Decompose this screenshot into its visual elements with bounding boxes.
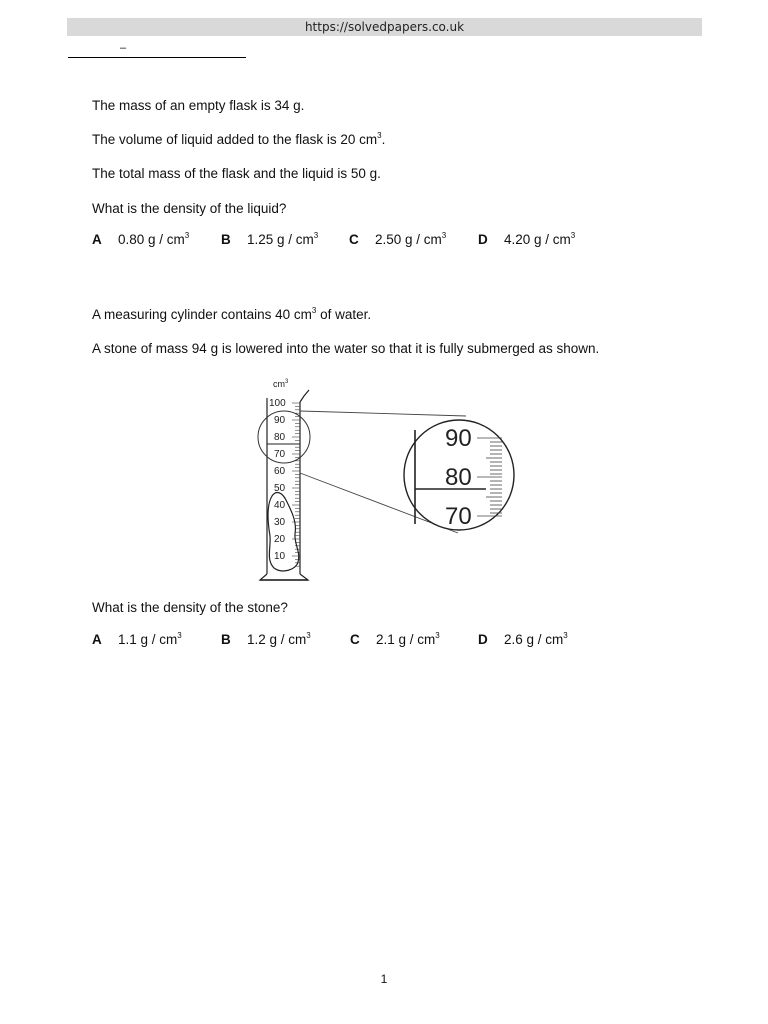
option-sup: 3	[313, 231, 319, 240]
zoom-connector-top	[300, 411, 466, 416]
unit-label: $cm^3$	[273, 379, 289, 389]
zoom-label-80: 80	[445, 464, 472, 491]
option-sup: 3	[184, 231, 190, 240]
q2-option-d[interactable]	[478, 632, 568, 647]
option-letter: B	[221, 232, 231, 247]
q1-line-total-mass: The total mass of the flask and the liquid is 50 g.	[92, 166, 381, 181]
option-letter: D	[478, 232, 488, 247]
option-value: 2.6 g / cm	[504, 632, 564, 647]
q1-volume-text: The volume of liquid added to the flask is 20 cm	[92, 132, 378, 147]
q1-option-c[interactable]	[349, 232, 446, 247]
q2-line-cylinder	[92, 307, 371, 322]
q1-line-volume	[92, 132, 385, 147]
cylinder-base	[260, 574, 308, 580]
option-letter: A	[92, 632, 102, 647]
zoom-label-70: 70	[445, 503, 472, 530]
q2-option-a[interactable]	[92, 632, 182, 647]
q1-option-a[interactable]	[92, 232, 189, 247]
q1-option-d[interactable]	[478, 232, 575, 247]
option-letter: A	[92, 232, 102, 247]
option-value: 4.20 g / cm	[504, 232, 571, 247]
scale-label-60: 60	[274, 466, 286, 477]
scale-label-10: 10	[274, 551, 286, 562]
scale-label-20: 20	[274, 534, 286, 545]
option-sup: 3	[306, 631, 311, 640]
cylinder-svg	[240, 376, 530, 588]
option-sup: 3	[563, 631, 568, 640]
option-letter: D	[478, 632, 488, 647]
name-dash: –	[120, 42, 127, 54]
scale-label-30: 30	[274, 517, 286, 528]
option-sup: 3	[177, 631, 182, 640]
option-letter: B	[221, 632, 231, 647]
option-sup: 3	[435, 631, 440, 640]
option-value: 1.1 g / cm	[118, 632, 178, 647]
zoom-labels	[445, 425, 472, 530]
q2-line-stone: A stone of mass 94 g is lowered into the water so that it is fully submerged as shown.	[92, 341, 600, 356]
page-number: 1	[380, 972, 388, 986]
header-url-bar	[67, 18, 702, 36]
q1-question: What is the density of the liquid?	[92, 201, 287, 216]
name-underline	[68, 57, 246, 58]
q2-line1-sup: 3	[311, 306, 317, 315]
scale-label-40: 40	[274, 500, 286, 511]
scale-label-90: 90	[274, 415, 286, 426]
scale-label-80: 80	[274, 432, 286, 443]
measuring-cylinder-diagram	[240, 376, 530, 593]
scale-label-70: 70	[274, 449, 286, 460]
q2-question: What is the density of the stone?	[92, 600, 288, 615]
option-value: 1.2 g / cm	[247, 632, 307, 647]
cylinder-spout	[300, 390, 309, 402]
option-value: 2.50 g / cm	[375, 232, 442, 247]
q1-line-mass-flask: The mass of an empty flask is 34 g.	[92, 98, 305, 113]
option-letter: C	[350, 632, 360, 647]
option-sup: 3	[570, 231, 576, 240]
scale-labels	[269, 398, 286, 562]
q2-option-b[interactable]	[221, 632, 311, 647]
q2-line1-pre: A measuring cylinder contains 40 cm	[92, 307, 312, 322]
q2-option-c[interactable]	[350, 632, 440, 647]
option-value: 1.25 g / cm	[247, 232, 314, 247]
option-value: 0.80 g / cm	[118, 232, 185, 247]
q1-volume-sup: 3	[377, 131, 382, 140]
scale-label-100: 100	[269, 398, 286, 409]
scale-label-50: 50	[274, 483, 286, 494]
header-url: https://solvedpapers.co.uk	[304, 20, 465, 34]
q1-option-b[interactable]	[221, 232, 318, 247]
zoom-label-90: 90	[445, 425, 472, 452]
option-value: 2.1 g / cm	[376, 632, 436, 647]
option-sup: 3	[441, 231, 447, 240]
q1-volume-end: .	[381, 132, 386, 147]
option-letter: C	[349, 232, 359, 247]
q2-line1-post: of water.	[316, 307, 372, 322]
